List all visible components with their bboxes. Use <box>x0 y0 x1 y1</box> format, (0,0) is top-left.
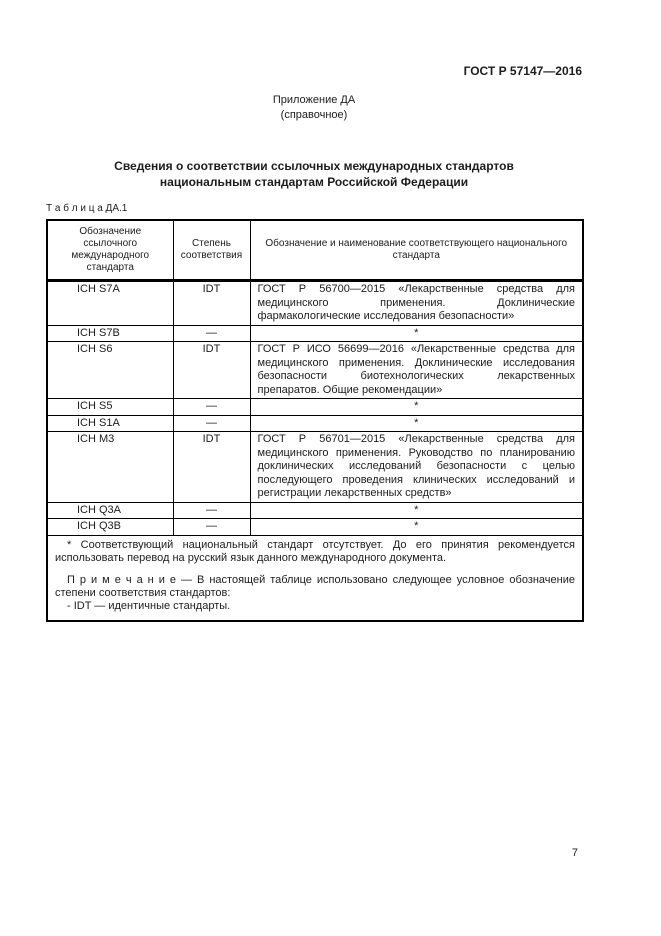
section-title-line1: Сведения о соответствии ссылочных международных стандартов <box>114 159 514 173</box>
table-header-row <box>47 220 583 281</box>
footnote-text: * Соответствующий национальный стандарт отсутствует. До его принятия рекомендуется использовать перевод на русский язык данного международного документа. <box>55 538 575 564</box>
table-row <box>47 415 583 432</box>
national-standard: ГОСТ Р ИСО 56699—2016 «Лекарственные средства для медицинского применения. Доклинические исследования безопасности биотехнологических лекарственных препаратов. Общие рекомендации» <box>250 342 583 399</box>
ref-standard: ICH S5 <box>47 399 173 416</box>
ref-standard: ICH S7B <box>47 325 173 342</box>
national-standard: * <box>250 399 583 416</box>
col-header-degree: Степень соответствия <box>173 220 250 281</box>
degree: — <box>173 519 250 536</box>
national-standard: ГОСТ Р 56700—2015 «Лекарственные средства для медицинского применения. Доклинические фармакологические исследования безопасности» <box>250 281 583 326</box>
appendix-title: Приложение ДА <box>272 94 356 106</box>
ref-standard: ICH S7A <box>47 281 173 326</box>
section-title <box>46 158 582 190</box>
table-row <box>47 325 583 342</box>
ref-standard: ICH Q3B <box>47 519 173 536</box>
table-header <box>47 220 583 281</box>
col-header-ref-standard: Обозначение ссылочного международного стандарта <box>47 220 173 281</box>
table-row <box>47 281 583 326</box>
national-standard: ГОСТ Р 56701—2015 «Лекарственные средства для медицинского применения. Руководство по планированию доклинических исследований безопасности с целью последующего проведения клинических исследований и регистрации лекарственных средств» <box>250 432 583 503</box>
table-row <box>47 432 583 503</box>
doc-number: ГОСТ Р 57147—2016 <box>463 64 582 78</box>
table-row <box>47 342 583 399</box>
ref-standard: ICH S6 <box>47 342 173 399</box>
degree: — <box>173 502 250 519</box>
table-body <box>47 281 583 621</box>
table-footnote-row <box>47 535 583 621</box>
degree: IDT <box>173 281 250 326</box>
degree: — <box>173 399 250 416</box>
ref-standard: ICH Q3A <box>47 502 173 519</box>
national-standard: * <box>250 502 583 519</box>
national-standard: * <box>250 519 583 536</box>
table-row <box>47 399 583 416</box>
note-text: П р и м е ч а н и е — В настоящей таблице использовано следующее условное обозначение степени соответствия стандартов: <box>55 573 575 599</box>
table-caption: Т а б л и ц а ДА.1 <box>46 203 128 214</box>
correspondence-table <box>46 219 584 622</box>
appendix-subtitle: (справочное) <box>280 109 348 121</box>
appendix-heading <box>46 93 582 123</box>
degree: — <box>173 415 250 432</box>
page-content <box>46 0 582 622</box>
section-title-line2: национальным стандартам Российской Федерации <box>159 175 469 189</box>
ref-standard: ICH M3 <box>47 432 173 503</box>
table-row <box>47 519 583 536</box>
degree: IDT <box>173 342 250 399</box>
note-item: - IDT — идентичные стандарты. <box>67 599 231 612</box>
national-standard: * <box>250 325 583 342</box>
ref-standard: ICH S1A <box>47 415 173 432</box>
table-footnote <box>47 535 583 621</box>
table-row <box>47 502 583 519</box>
col-header-national-standard: Обозначение и наименование соответствующего национального стандарта <box>250 220 583 281</box>
national-standard: * <box>250 415 583 432</box>
degree: — <box>173 325 250 342</box>
page-number: 7 <box>571 847 578 859</box>
degree: IDT <box>173 432 250 503</box>
